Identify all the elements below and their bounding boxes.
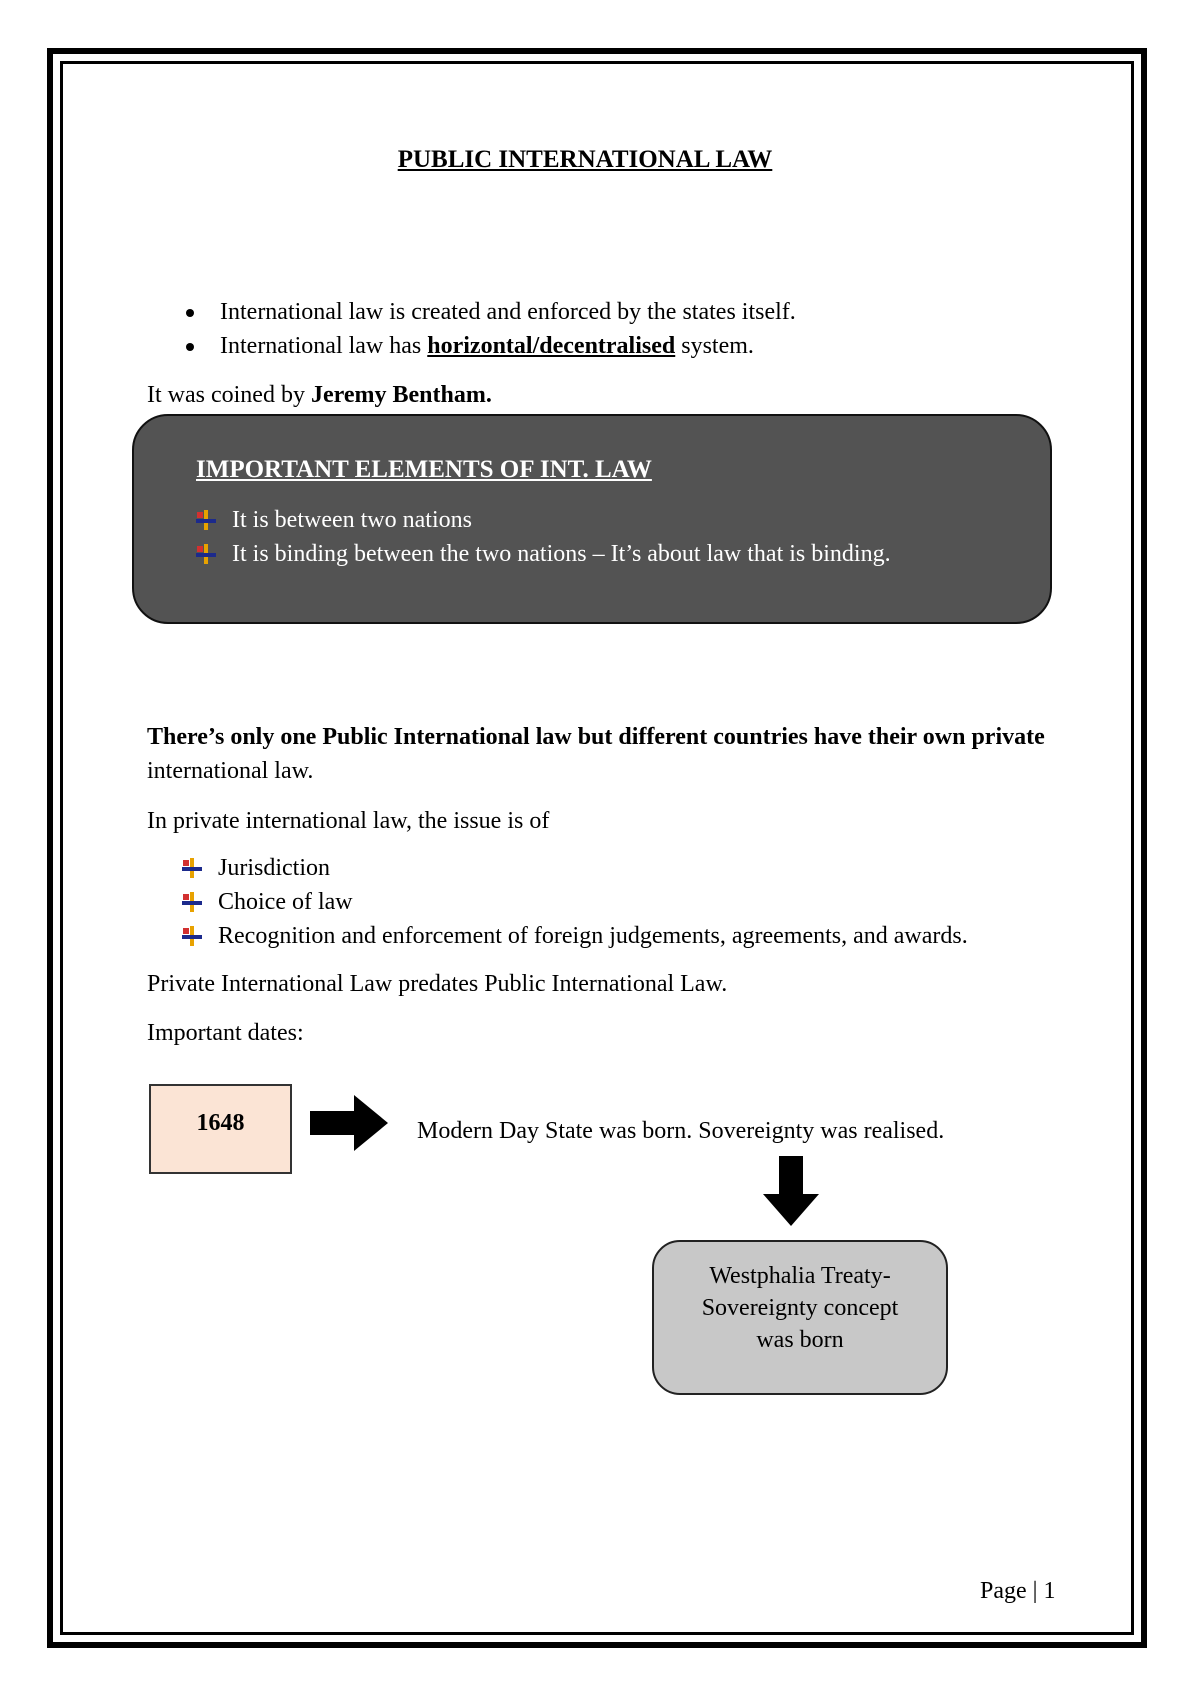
bullet-dot-icon [186,309,194,317]
important-elements-list [196,503,891,571]
page-number: Page | 1 [980,1578,1056,1604]
important-element-text: It is binding between the two nations – It’s about law that is binding. [232,541,891,567]
arrow-down-icon [763,1156,819,1226]
westphalia-treaty-box [652,1240,948,1395]
predates-paragraph: Private International Law predates Public International Law. [147,971,728,997]
private-law-continuation: international law. [147,758,314,784]
coined-name: Jeremy Bentham. [310,382,492,408]
bullet-dot-icon [186,343,194,351]
private-law-statement: There’s only one Public International law but different countries have their own private [147,724,1045,750]
issue-text: Choice of law [218,889,353,915]
important-element-text: It is between two nations [232,507,472,533]
plus-bullet-icon [182,892,202,912]
year-label: 1648 [196,1110,245,1136]
plus-bullet-icon [196,544,216,564]
document-title: PUBLIC INTERNATIONAL LAW [397,146,773,173]
plus-bullet-icon [182,926,202,946]
issue-item [182,885,968,919]
bullet-item [150,329,796,363]
intro-bullet-list [150,295,796,363]
issue-text: Recognition and enforcement of foreign judgements, agreements, and awards. [218,923,968,949]
coined-paragraph [147,378,492,412]
year-box [149,1084,292,1174]
plus-bullet-icon [196,510,216,530]
issue-text: Jurisdiction [218,855,330,881]
arrow-right-icon [310,1095,390,1151]
important-element-item [196,537,891,571]
issue-item [182,919,968,953]
issue-intro: In private international law, the issue is of [147,808,550,834]
bullet-emphasis: horizontal/decentralised [427,333,676,359]
important-elements-box [132,414,1052,624]
important-elements-heading: IMPORTANT ELEMENTS OF INT. LAW [196,456,652,483]
plus-bullet-icon [182,858,202,878]
issue-list [182,851,968,953]
important-element-item [196,503,891,537]
treaty-line: Westphalia Treaty- [709,1263,891,1289]
bullet-prefix: International law has [220,333,428,359]
bullet-text: International law is created and enforced by the states itself. [220,299,796,325]
treaty-line: was born [756,1327,844,1353]
issue-item [182,851,968,885]
bullet-item [150,295,796,329]
event-text: Modern Day State was born. Sovereignty was realised. [417,1118,945,1144]
treaty-line: Sovereignty concept [701,1295,899,1321]
coined-prefix: It was coined by [147,382,311,408]
bullet-suffix: system. [675,333,754,359]
dates-heading: Important dates: [147,1020,304,1046]
